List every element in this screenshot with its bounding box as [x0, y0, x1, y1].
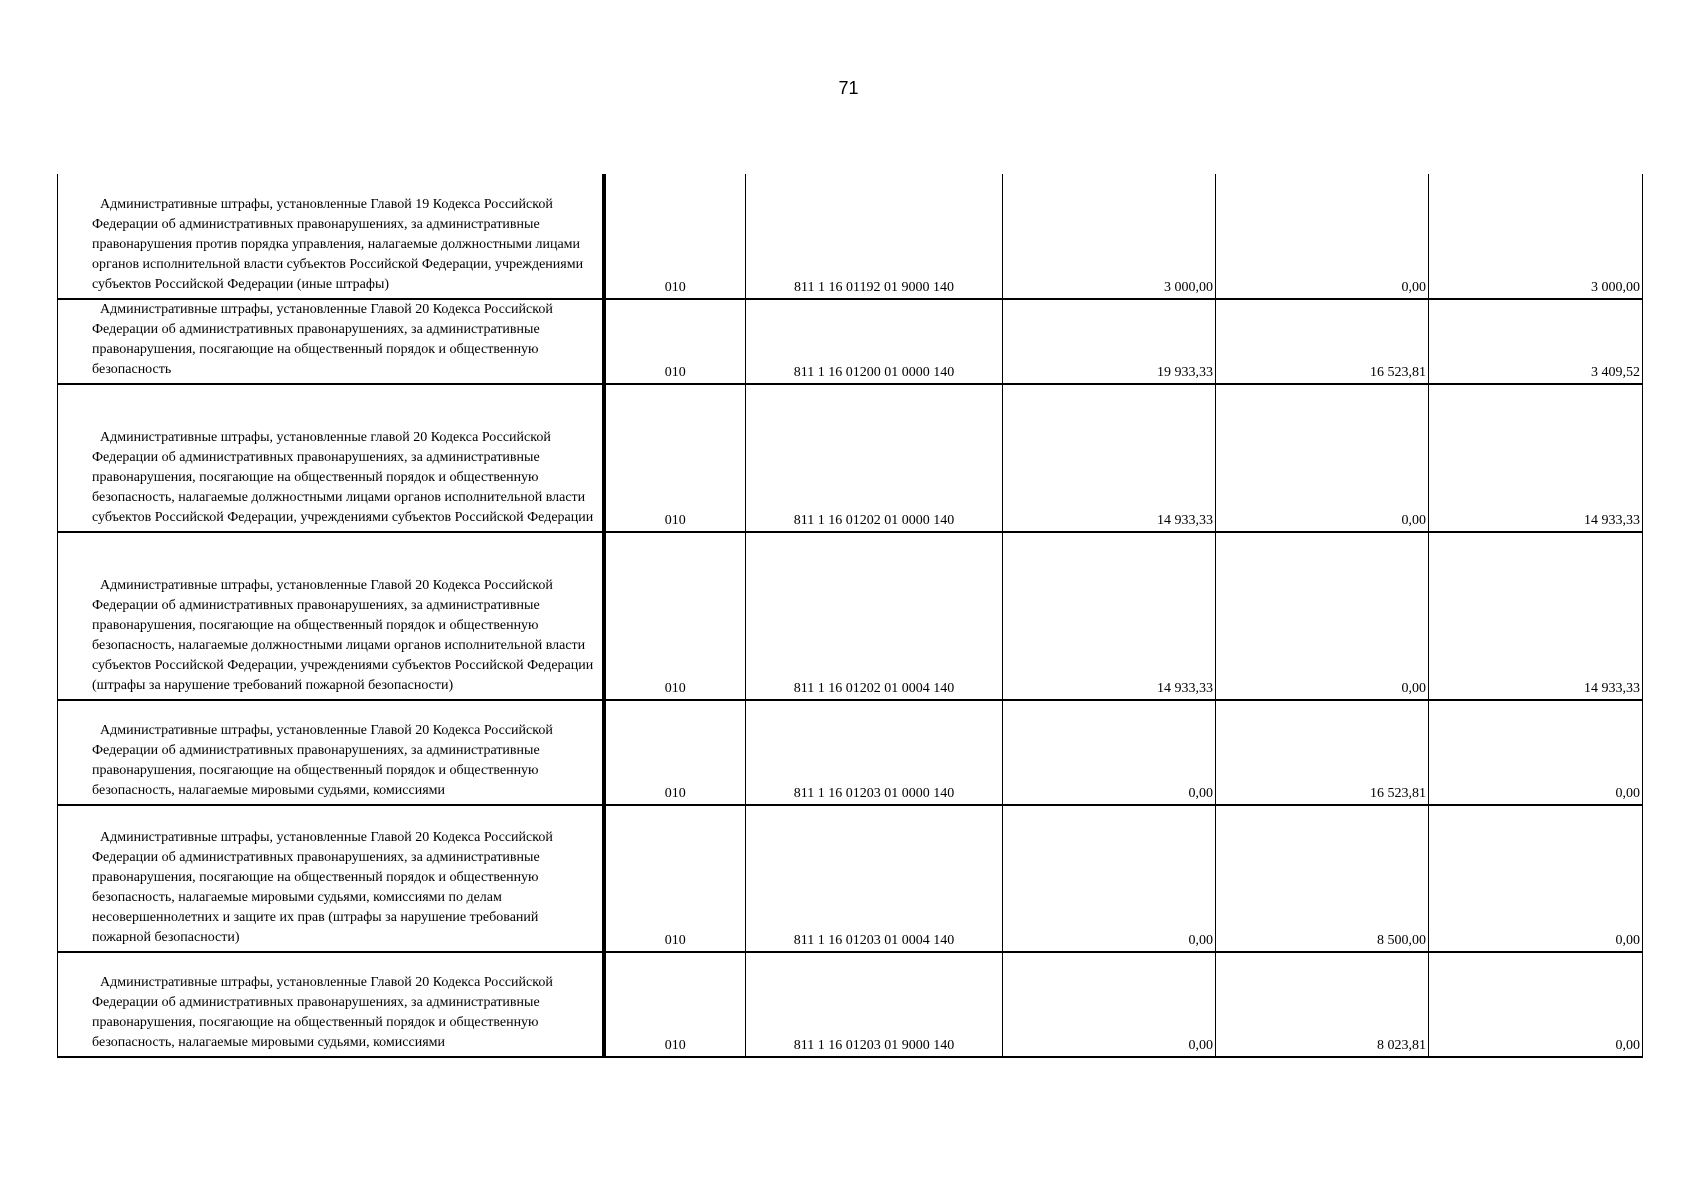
- line-code: 010: [604, 384, 746, 532]
- value-column-3: 14 933,33: [1429, 384, 1643, 532]
- value-column-2: 16 523,81: [1216, 299, 1429, 384]
- income-code: 811 1 16 01202 01 0000 140: [746, 384, 1003, 532]
- table-row: [58, 952, 1643, 1057]
- value-column-3: 0,00: [1429, 805, 1643, 952]
- value-column-3: 0,00: [1429, 952, 1643, 1057]
- value-column-2: 16 523,81: [1216, 700, 1429, 805]
- value-column-3: 14 933,33: [1429, 532, 1643, 700]
- value-column-1: 19 933,33: [1003, 299, 1216, 384]
- row-description: Административные штрафы, установленные Главой 20 Кодекса Российской Федерации об административных правонарушениях, за административные правонарушения, посягающие на общественный порядок и общественную безопасность: [58, 299, 604, 384]
- row-description: Административные штрафы, установленные Главой 20 Кодекса Российской Федерации об административных правонарушениях, за административные правонарушения, посягающие на общественный порядок и общественную безопасность, налагаемые мировыми судьями, комиссиями: [58, 952, 604, 1057]
- table-row: [58, 532, 1643, 700]
- table-row: [58, 299, 1643, 384]
- value-column-1: 14 933,33: [1003, 384, 1216, 532]
- table-row: [58, 805, 1643, 952]
- line-code: 010: [604, 174, 746, 299]
- value-column-3: 3 409,52: [1429, 299, 1643, 384]
- row-description: Административные штрафы, установленные Главой 20 Кодекса Российской Федерации об административных правонарушениях, за административные правонарушения, посягающие на общественный порядок и общественную безопасность, налагаемые должностными лицами органов исполнительной власти субъектов Российской Федерации, учреждениями субъектов Российской Федерации (штрафы за нарушение требований пожарной безопасности): [58, 532, 604, 700]
- income-code: 811 1 16 01200 01 0000 140: [746, 299, 1003, 384]
- table-row: [58, 384, 1643, 532]
- value-column-1: 0,00: [1003, 805, 1216, 952]
- value-column-1: 3 000,00: [1003, 174, 1216, 299]
- row-description: Административные штрафы, установленные Главой 19 Кодекса Российской Федерации об административных правонарушениях, за административные правонарушения против порядка управления, налагаемые должностными лицами органов исполнительной власти субъектов Российской Федерации, учреждениями субъектов Российской Федерации (иные штрафы): [58, 174, 604, 299]
- income-report-table: [57, 174, 1643, 1058]
- value-column-1: 0,00: [1003, 700, 1216, 805]
- table-row: [58, 174, 1643, 299]
- value-column-2: 0,00: [1216, 174, 1429, 299]
- row-description: Административные штрафы, установленные Главой 20 Кодекса Российской Федерации об административных правонарушениях, за административные правонарушения, посягающие на общественный порядок и общественную безопасность, налагаемые мировыми судьями, комиссиями: [58, 700, 604, 805]
- value-column-2: 8 500,00: [1216, 805, 1429, 952]
- income-code: 811 1 16 01203 01 0000 140: [746, 700, 1003, 805]
- income-code: 811 1 16 01203 01 9000 140: [746, 952, 1003, 1057]
- income-code: 811 1 16 01202 01 0004 140: [746, 532, 1003, 700]
- line-code: 010: [604, 700, 746, 805]
- line-code: 010: [604, 952, 746, 1057]
- value-column-3: 0,00: [1429, 700, 1643, 805]
- row-description: Административные штрафы, установленные главой 20 Кодекса Российской Федерации об административных правонарушениях, за административные правонарушения, посягающие на общественный порядок и общественную безопасность, налагаемые должностными лицами органов исполнительной власти субъектов Российской Федерации, учреждениями субъектов Российской Федерации: [58, 384, 604, 532]
- value-column-2: 0,00: [1216, 532, 1429, 700]
- value-column-3: 3 000,00: [1429, 174, 1643, 299]
- line-code: 010: [604, 532, 746, 700]
- line-code: 010: [604, 805, 746, 952]
- value-column-1: 14 933,33: [1003, 532, 1216, 700]
- table-row: [58, 700, 1643, 805]
- page-number: 71: [838, 78, 859, 98]
- row-description: Административные штрафы, установленные Главой 20 Кодекса Российской Федерации об административных правонарушениях, за административные правонарушения, посягающие на общественный порядок и общественную безопасность, налагаемые мировыми судьями, комиссиями по делам несовершеннолетних и защите их прав (штрафы за нарушение требований пожарной безопасности): [58, 805, 604, 952]
- income-code: 811 1 16 01192 01 9000 140: [746, 174, 1003, 299]
- line-code: 010: [604, 299, 746, 384]
- income-code: 811 1 16 01203 01 0004 140: [746, 805, 1003, 952]
- value-column-2: 8 023,81: [1216, 952, 1429, 1057]
- value-column-2: 0,00: [1216, 384, 1429, 532]
- value-column-1: 0,00: [1003, 952, 1216, 1057]
